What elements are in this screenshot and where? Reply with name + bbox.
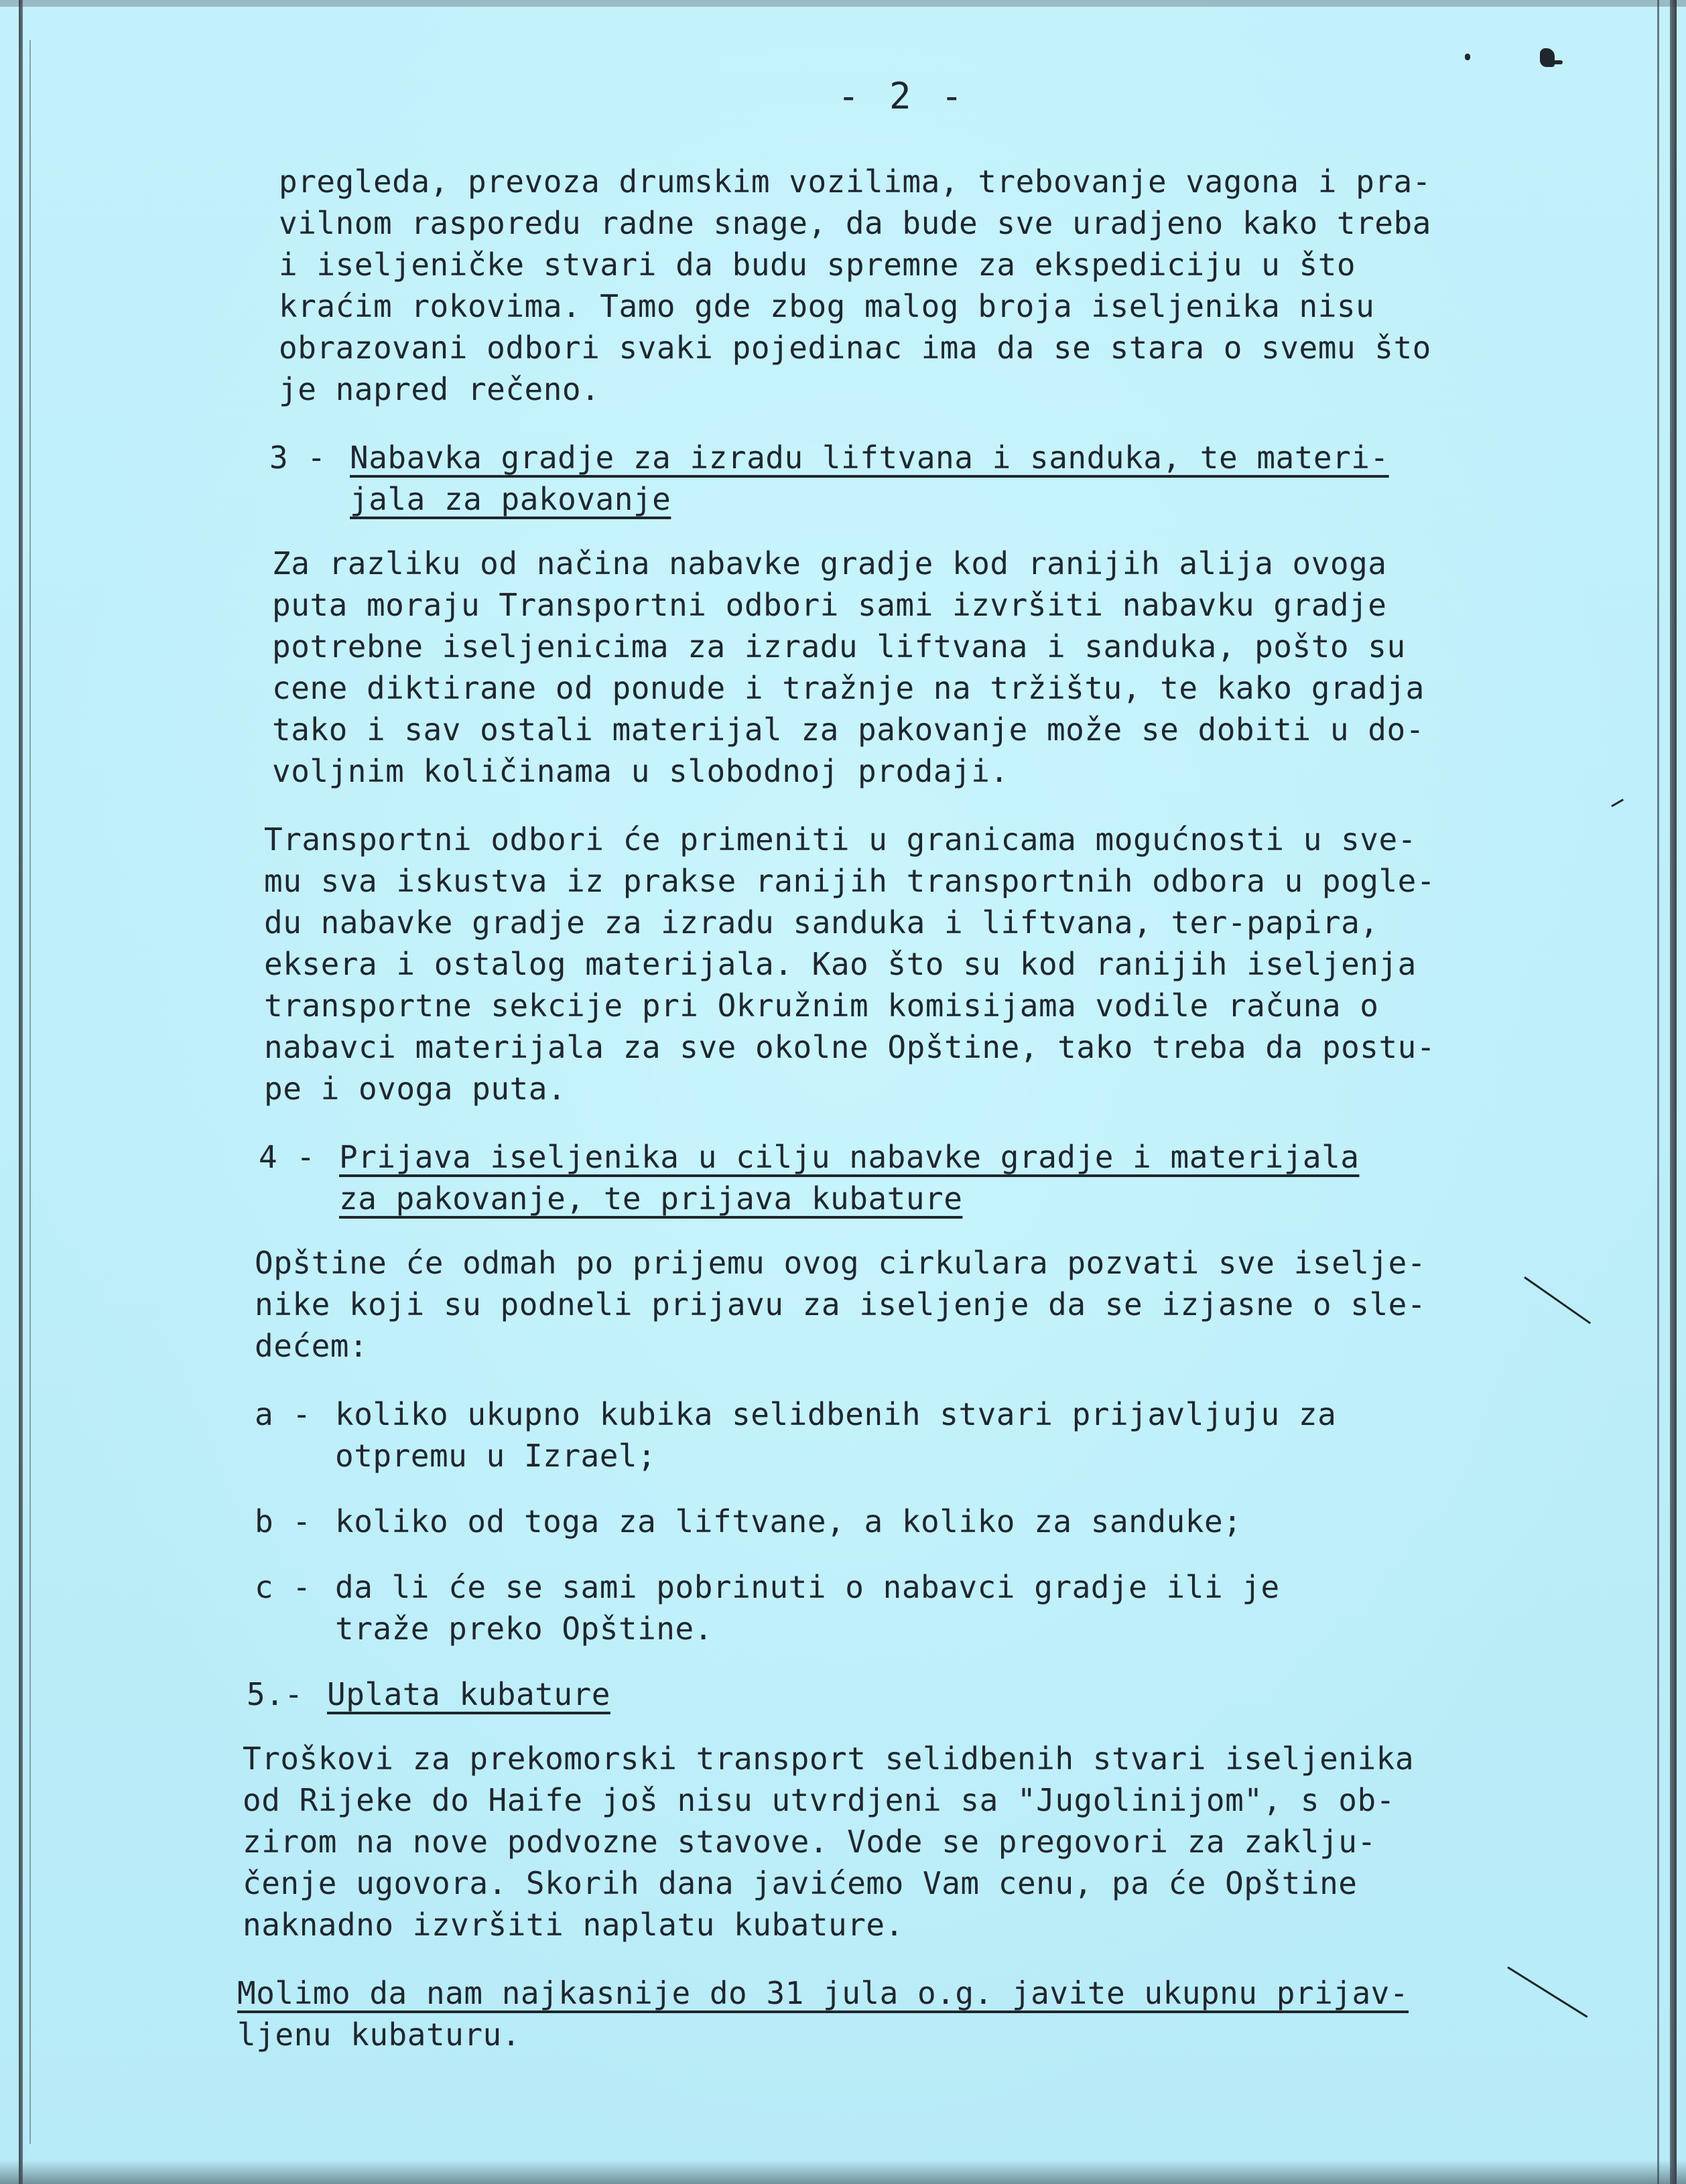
section-5-paragraph (243, 1738, 1555, 1946)
scan-edge-right-line (1657, 0, 1659, 2184)
heading-line: Nabavka gradje za izradu liftvana i sanduka, te materi- (350, 439, 1389, 476)
text-line: od Rijeke do Haife još nisu utvrdjeni sa "Jugolinijom", s ob- (243, 1782, 1395, 1818)
scan-edge-bottom (0, 2160, 1686, 2184)
text-line: dećem: (255, 1328, 369, 1364)
text-line: eksera i ostalog materijala. Kao što su kod ranijih iseljenja (264, 946, 1417, 982)
text-line: voljnim količinama u slobodnoj prodaji. (272, 753, 1009, 789)
ink-mark-dot (1465, 54, 1470, 60)
heading-line: jala za pakovanje (350, 481, 671, 517)
heading-line: za pakovanje, te prijava kubature (339, 1180, 963, 1217)
text-line: da li će se sami pobrinuti o nabavci gradje ili je (335, 1569, 1280, 1605)
scan-edge-top (0, 0, 1686, 7)
text-line: puta moraju Transportni odbori sami izvršiti nabavku gradje (272, 587, 1387, 623)
text-line: je napred rečeno. (279, 371, 600, 407)
text-line: traže preko Opštine. (335, 1611, 713, 1647)
text-line: Transportni odbori će primeniti u granicama mogućnosti u sve- (264, 821, 1417, 858)
heading-line: Prijava iseljenika u cilju nabavke gradje i materijala (339, 1139, 1360, 1175)
text-line: cene diktirane od ponude i tražnje na tržištu, te kako gradja (272, 670, 1425, 706)
section-5-heading (247, 1674, 1555, 1715)
section-title (350, 437, 1389, 520)
text-line: nabavci materijala za sve okolne Opštine, tako treba da postu- (264, 1029, 1436, 1065)
margin-pen-stroke (1611, 799, 1624, 807)
section-3-paragraph-1 (272, 543, 1555, 792)
text-line: nike koji su podneli prijavu za iseljenje da se izjasne o sle- (255, 1286, 1427, 1322)
text-line: pregleda, prevoza drumskim vozilima, trebovanje vagona i pra- (279, 163, 1431, 200)
page-number: - 2 - (838, 75, 967, 117)
document-body (237, 161, 1555, 2082)
closing-request (237, 1972, 1555, 2055)
text-line: Za razliku od načina nabavke gradje kod ranijih alija ovoga (272, 545, 1387, 582)
scan-edge-left (19, 0, 23, 2184)
text-line: obrazovani odbori svaki pojedinac ima da se stara o svemu što (279, 330, 1431, 366)
text-line: vilnom rasporedu radne snage, da bude sve uradjeno kako treba (279, 205, 1431, 241)
section-4-paragraph (255, 1242, 1555, 1367)
text-line: pe i ovoga puta. (264, 1071, 567, 1107)
section-number: 4 - (259, 1139, 316, 1175)
list-item-letter: b - (255, 1503, 312, 1540)
section-3-heading (269, 437, 1555, 520)
list-item (255, 1501, 1555, 1542)
text-line: zirom na nove podvozne stavove. Vode se pregovori za zaklju- (243, 1824, 1376, 1860)
text-line: transportne sekcije pri Okružnim komisijama vodile računa o (264, 987, 1379, 1024)
text-line: koliko od toga za liftvane, a koliko za sanduke; (335, 1503, 1242, 1540)
ink-mark-blot (1540, 48, 1555, 67)
ink-mark-blot-tail (1553, 60, 1563, 64)
text-line: du nabavke gradje za izradu sanduka i liftvana, ter-papira, (264, 904, 1379, 941)
scan-edge-left-line (29, 40, 31, 2144)
section-number: 5.- (247, 1676, 304, 1712)
list-item-letter: a - (255, 1396, 312, 1432)
text-line: Opštine će odmah po prijemu ovog cirkulara pozvati sve iselje- (255, 1245, 1427, 1281)
text-line: kraćim rokovima. Tamo gde zbog malog broja iseljenika nisu (279, 288, 1375, 324)
text-line: Molimo da nam najkasnije do 31 jula o.g. javite ukupnu prijav- (237, 1975, 1409, 2011)
text-line: čenje ugovora. Skorih dana javićemo Vam cenu, pa će Opštine (243, 1865, 1358, 1901)
list-item-text (335, 1566, 1280, 1649)
section-title (339, 1136, 1360, 1219)
text-line: ljenu kubaturu. (237, 2017, 521, 2053)
section-number: 3 - (269, 439, 326, 476)
section-title (327, 1674, 610, 1715)
text-line: mu sva iskustva iz prakse ranijih transportnih odbora u pogle- (264, 863, 1436, 899)
list-item (255, 1566, 1555, 1649)
list-item-text (335, 1393, 1336, 1477)
list-item-letter: c - (255, 1569, 312, 1605)
text-line: potrebne iseljenicima za izradu liftvana i sanduka, pošto su (272, 628, 1406, 665)
section-4-heading (259, 1136, 1555, 1219)
heading-line: Uplata kubature (327, 1676, 610, 1712)
list-item (255, 1393, 1555, 1477)
text-line: tako i sav ostali materijal za pakovanje može se dobiti u do- (272, 711, 1425, 748)
section-3-paragraph-2 (264, 819, 1555, 1109)
scan-edge-right (1670, 0, 1677, 2184)
text-line: koliko ukupno kubika selidbenih stvari prijavljuju za (335, 1396, 1337, 1432)
text-line: naknadno izvršiti naplatu kubature. (243, 1907, 904, 1943)
text-line: otpremu u Izrael; (335, 1438, 657, 1474)
text-line: Troškovi za prekomorski transport selidbenih stvari iseljenika (243, 1741, 1415, 1777)
list-item-text (335, 1501, 1242, 1542)
intro-paragraph (279, 161, 1555, 410)
text-line: i iseljeničke stvari da budu spremne za ekspediciju u što (279, 247, 1356, 283)
